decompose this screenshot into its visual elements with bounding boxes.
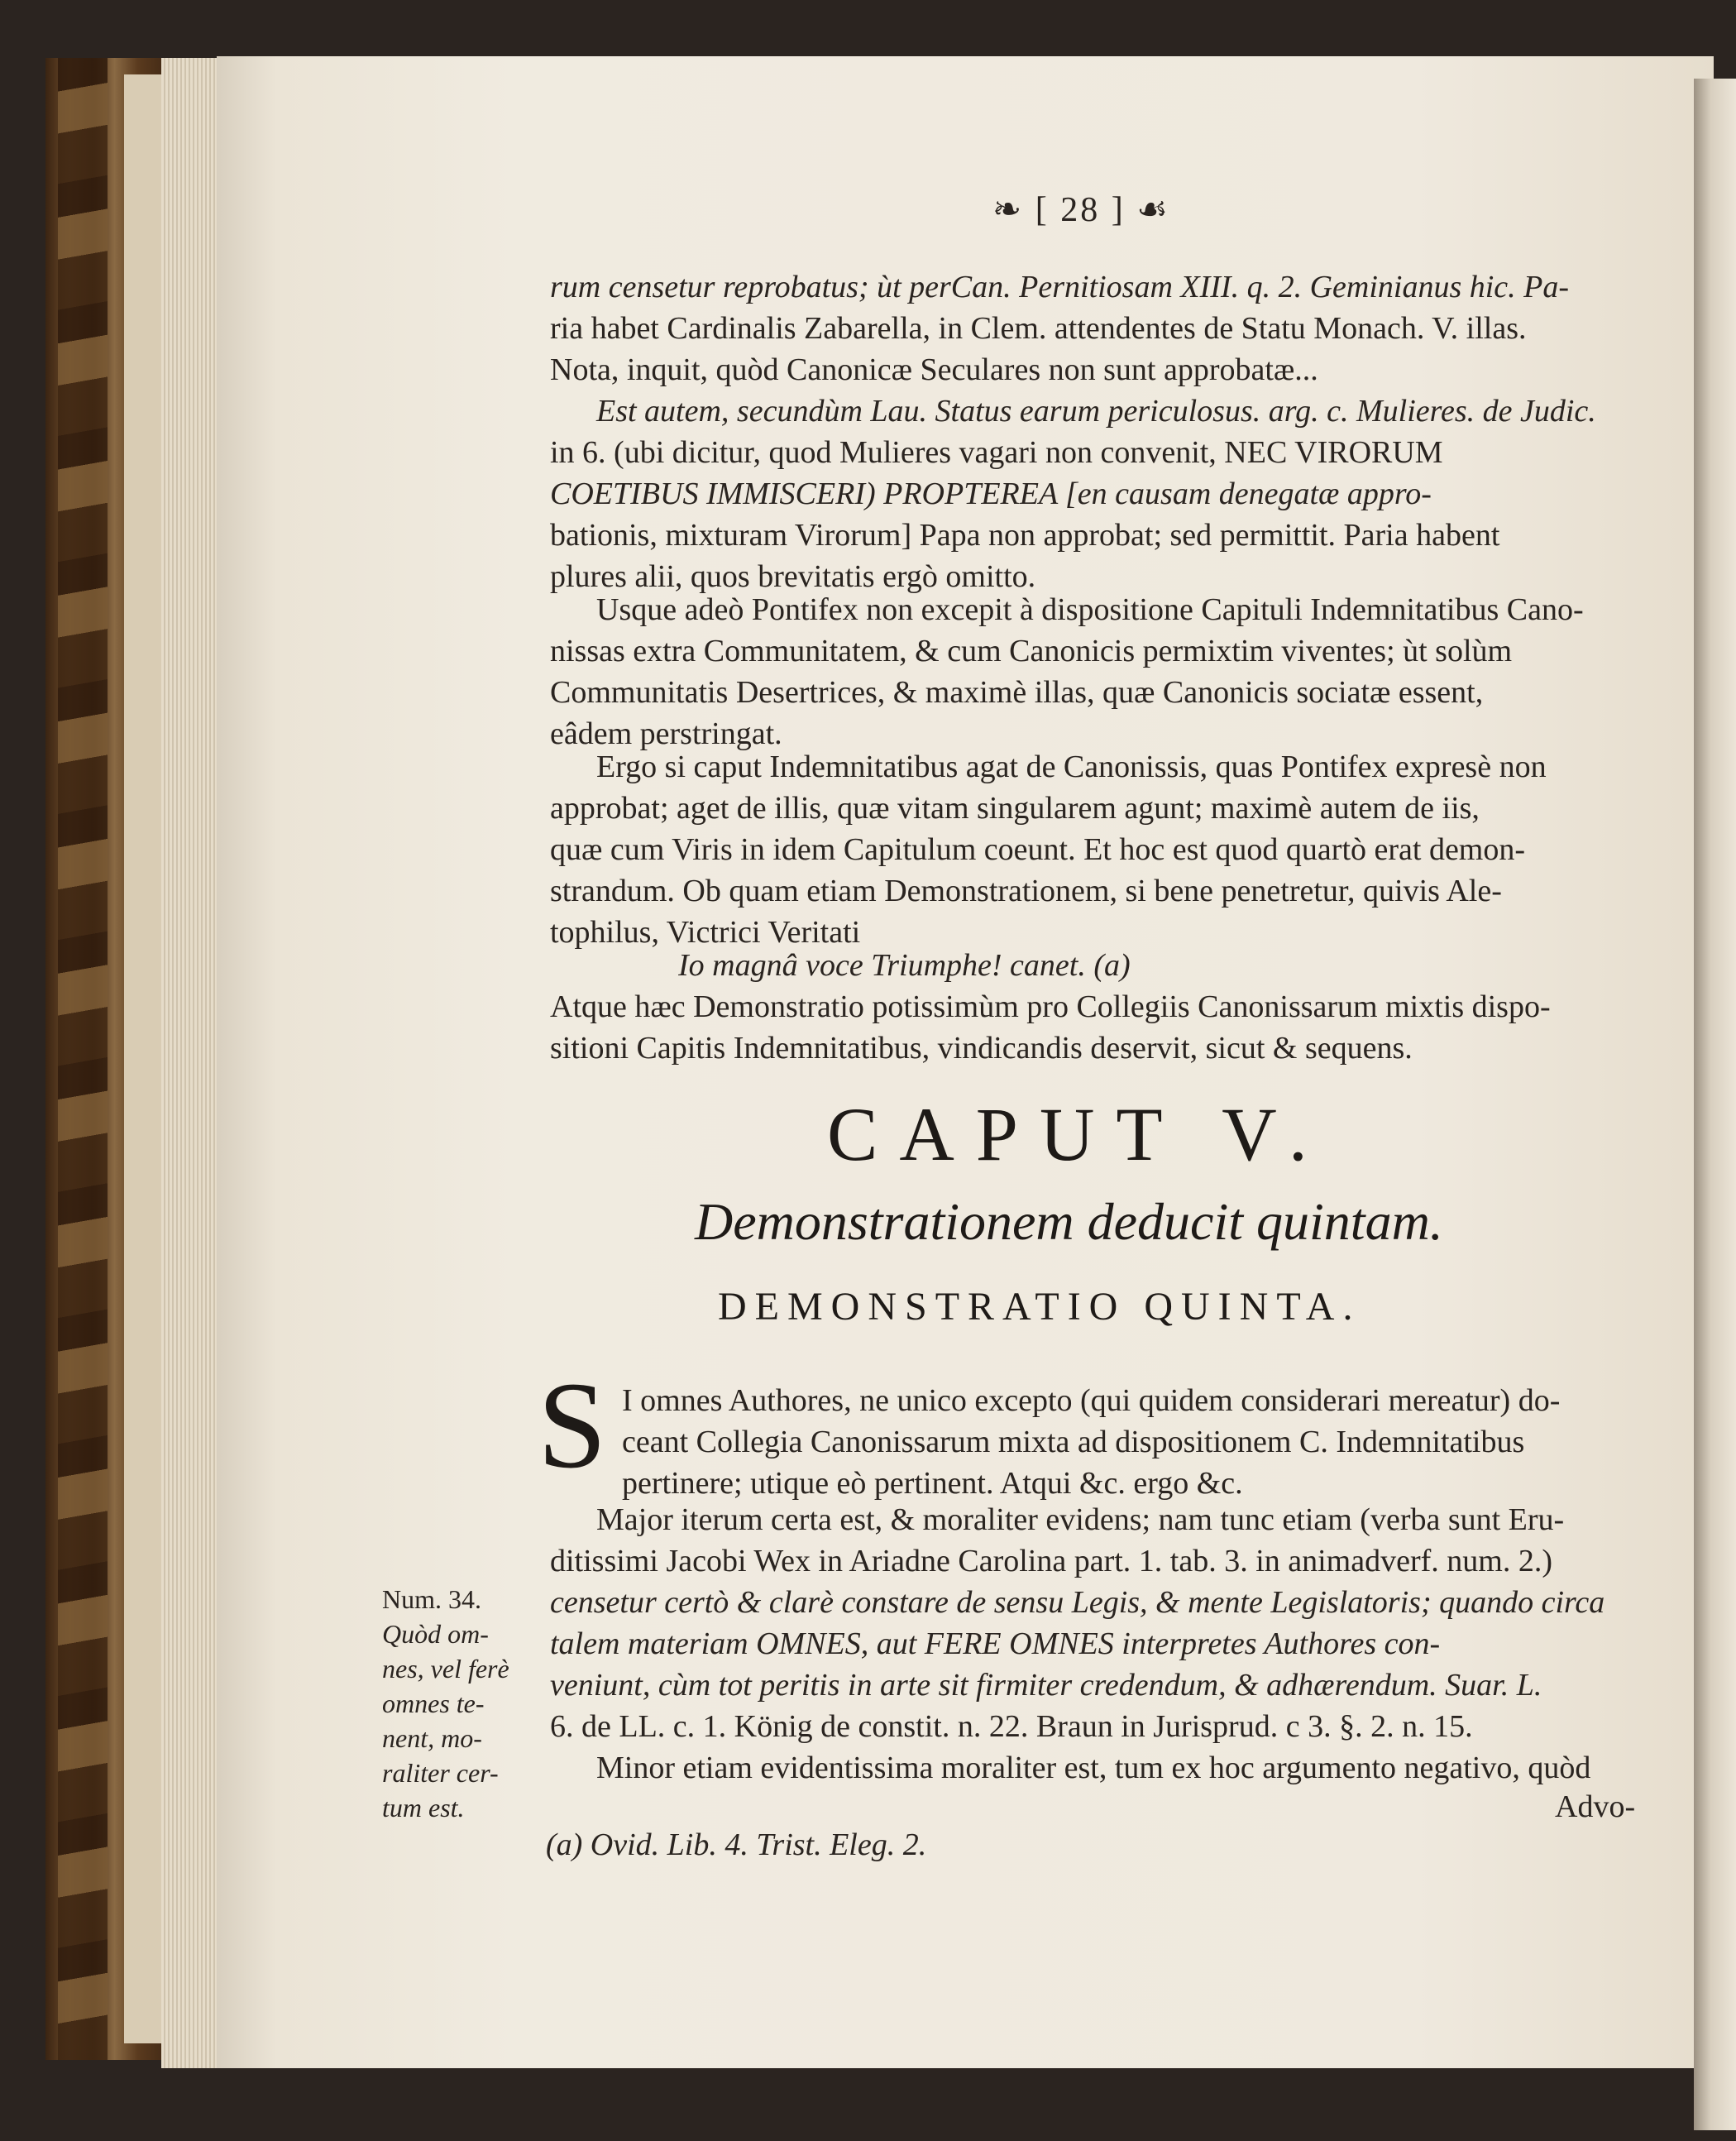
text-line: I omnes Authores, ne unico excepto (qui quidem considerari mereatur) do- [622,1383,1561,1418]
paragraph-7 [550,1499,1662,1747]
page-header [992,189,1170,230]
text-line: strandum. Ob quam etiam Demonstrationem, si bene penetretur, quivis Ale- [550,874,1502,908]
catchword: Advo- [1555,1789,1636,1824]
text-line: Io magnâ voce Triumphe! canet. (a) [678,948,1131,983]
text-line: 6. de LL. c. 1. König de constit. n. 22. Braun in Jurisprud. c 3. §. 2. n. 15. [550,1709,1473,1744]
text-line: ditissimi Jacobi Wex in Ariadne Carolina part. 1. tab. 3. in animadverf. num. 2.) [550,1544,1552,1578]
text-line: approbat; aget de illis, quæ vitam singularem agunt; maximè autem de iis, [550,791,1480,826]
text-line: Communitatis Desertrices, & maximè illas, quæ Canonicis sociatæ essent, [550,675,1484,710]
text-line: talem materiam OMNES, aut FERE OMNES interpretes Authores con- [550,1626,1441,1661]
text-line: tophilus, Victrici Veritati [550,915,861,950]
facing-page-edge [1694,79,1736,2130]
section-heading: DEMONSTRATIO QUINTA. [718,1285,1361,1329]
text-line: rum censetur reprobatus; ùt perCan. Pernitiosam XIII. q. 2. Geminianus hic. Pa- [550,270,1570,304]
drop-cap: S [538,1357,607,1494]
paragraph-5 [550,986,1662,1069]
paragraph-4 [550,746,1662,953]
text-line: sitioni Capitis Indemnitatibus, vindicandis deservit, sicut & sequens. [550,1031,1413,1066]
marbled-binding [58,58,108,2060]
ornament-left-icon: ❧ [992,191,1035,229]
text-line: Ergo si caput Indemnitatibus agat de Canonissis, quas Pontifex expresè non [596,750,1547,784]
paragraph-6 [622,1380,1662,1504]
text-line: Major iterum certa est, & moraliter evidens; nam tunc etiam (verba sunt Eru- [596,1502,1565,1537]
margin-note [382,1582,523,1825]
text-line: pertinere; utique eò pertinent. Atqui &c. ergo &c. [622,1466,1243,1501]
margin-note-line: nent, mo- [382,1723,482,1753]
text-line: Minor etiam evidentissima moraliter est, tum ex hoc argumento negativo, quòd [596,1751,1591,1785]
text-line: eâdem perstringat. [550,716,782,751]
text-line: quæ cum Viris in idem Capitulum coeunt. Et hoc est quod quartò erat demon- [550,832,1526,867]
chapter-heading: CAPUT V. [827,1092,1329,1176]
paragraph-3 [550,589,1662,754]
margin-note-line: nes, vel ferè [382,1654,509,1684]
ornament-right-icon: ☙ [1125,191,1170,229]
paragraph-2 [550,390,1662,597]
paragraph-1 [550,266,1662,390]
text-line: bationis, mixturam Virorum] Papa non approbat; sed permittit. Paria habent [550,518,1500,553]
text-line: censetur certò & clarè constare de sensu Legis, & mente Legislatoris; quando circa [550,1585,1605,1620]
text-line: veniunt, cùm tot peritis in arte sit firmiter credendum, & adhærendum. Suar. L. [550,1668,1542,1703]
text-line: plures alii, quos brevitatis ergò omitto. [550,559,1036,594]
text-line: ria habet Cardinalis Zabarella, in Clem. attendentes de Statu Monach. V. illas. [550,311,1527,346]
verse-line [678,945,1423,986]
footnote: (a) Ovid. Lib. 4. Trist. Eleg. 2. [546,1827,927,1862]
page-stack-edges [161,58,219,2068]
margin-note-number: Num. 34. [382,1584,481,1614]
paragraph-8 [550,1747,1662,1789]
text-line: Usque adeò Pontifex non excepit à dispositione Capituli Indemnitatibus Cano- [596,592,1584,627]
text-line: Est autem, secundùm Lau. Status earum periculosus. arg. c. Mulieres. de Judic. [596,394,1596,429]
text-line: Nota, inquit, quòd Canonicæ Seculares non sunt approbatæ... [550,352,1318,387]
page-number: [ 28 ] [1035,191,1126,229]
margin-note-line: raliter cer- [382,1758,499,1788]
text-line: nissas extra Communitatem, & cum Canonicis permixtim viventes; ùt solùm [550,634,1513,668]
text-line: in 6. (ubi dicitur, quod Mulieres vagari non convenit, NEC VIRORUM [550,435,1443,470]
margin-note-line: tum est. [382,1793,465,1822]
margin-note-line: Quòd om- [382,1619,489,1649]
text-line: ceant Collegia Canonissarum mixta ad dispositionem C. Indemnitatibus [622,1425,1525,1459]
margin-note-line: omnes te- [382,1688,485,1718]
chapter-subtitle: Demonstrationem deducit quintam. [695,1192,1443,1251]
text-line: Atque hæc Demonstratio potissimùm pro Collegiis Canonissarum mixtis dispo- [550,989,1551,1024]
text-line: COETIBUS IMMISCERI) PROPTEREA [en causam denegatæ appro- [550,477,1432,511]
